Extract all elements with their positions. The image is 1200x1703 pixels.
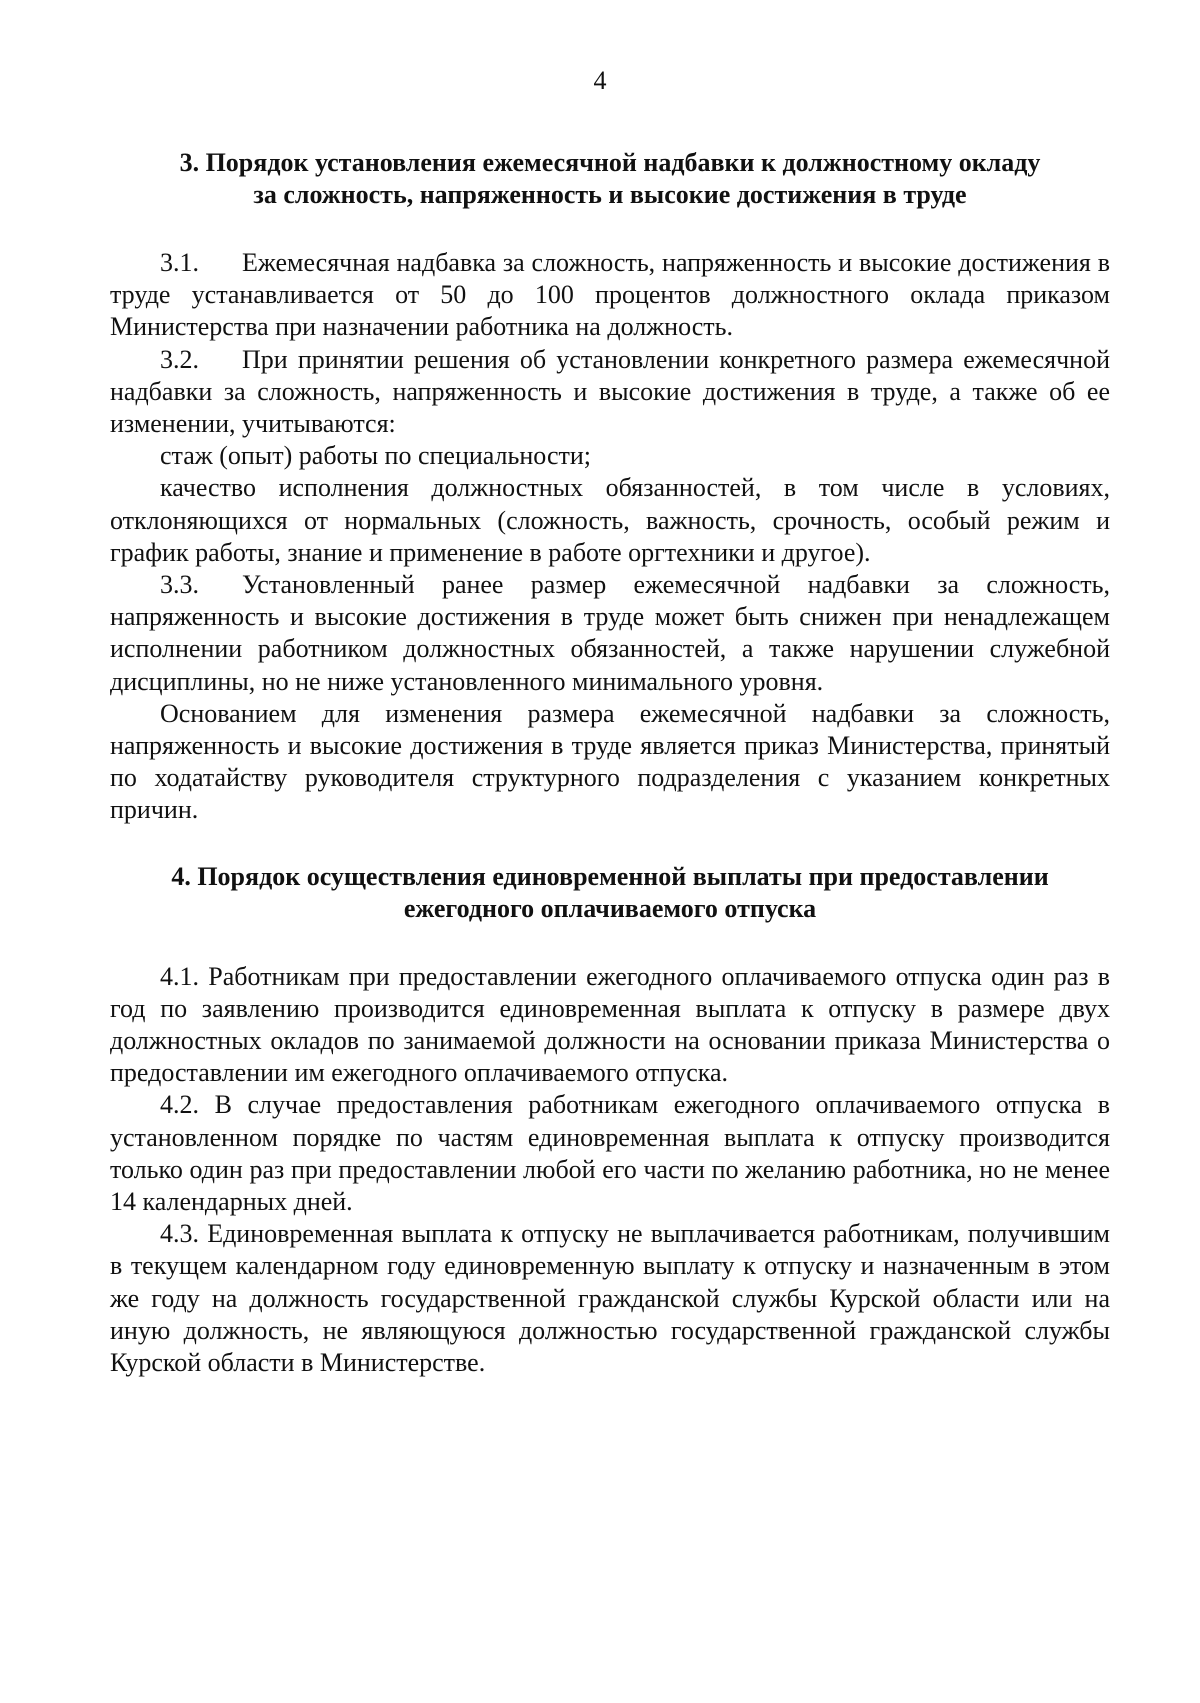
paragraph-3-3 [110,569,1110,698]
paragraph-3-1-text: Ежемесячная надбавка за сложность, напряженность и высокие достижения в труде устанавливается от 50 до 100 процентов должностного оклада приказом Министерства при назначении работника на должность. [110,248,1110,342]
paragraph-4-3: 4.3. Единовременная выплата к отпуску не выплачивается работникам, получившим в текущем календарном году единовременную выплату к отпуску и назначенным в этом же году на должность государственной гражданской службы Курской области или на иную должность, не являющуюся должностью государственной гражданской службы Курской области в Министерстве. [110,1219,1110,1378]
page-number: 4 [593,66,607,95]
paragraph-3-2 [110,344,1110,441]
section-3-heading-line-2: за сложность, напряженность и высокие достижения в труде [253,180,967,209]
paragraph-3-3-text: Установленный ранее размер ежемесячной надбавки за сложность, напряженность и высокие достижения в труде может быть снижен при ненадлежащем исполнении работником должностных обязанностей, а также нарушении служебной дисциплины, но не ниже установленного минимального уровня. [110,570,1110,696]
section-4-heading-line-2: ежегодного оплачиваемого отпуска [403,893,817,923]
paragraph-3-2-number: 3.2. [160,344,199,374]
section-3-heading [110,147,1110,211]
paragraph-3-2-item-2: качество исполнения должностных обязанностей, в том числе в условиях, отклоняющихся от нормальных (сложность, важность, срочность, особый режим и график работы, знание и применение в работе оргтехники и другое). [110,473,1110,567]
paragraph-3-3-basis: Основанием для изменения размера ежемесячной надбавки за сложность, напряженность и высокие достижения в труде является приказ Министерства, принятый по ходатайству руководителя структурного подразделения с указанием конкретных причин. [110,698,1110,825]
paragraph-3-2-item-1: стаж (опыт) работы по специальности; [160,441,591,471]
paragraph-3-1-number: 3.1. [160,248,199,277]
section-4-heading-line-1: 4. Порядок осуществления единовременной выплаты при предоставлении [171,861,1049,891]
paragraph-4-2: 4.2. В случае предоставления работникам ежегодного оплачиваемого отпуска в установленном порядке по частям единовременная выплата к отпуску производится только один раз при предоставлении любой его части по желанию работника, но не менее 14 календарных дней. [110,1090,1110,1217]
paragraph-3-1 [110,247,1110,344]
paragraph-3-3-number: 3.3. [160,570,199,600]
section-4-heading [110,861,1110,925]
section-3-heading-line-1: 3. Порядок установления ежемесячной надбавки к должностному окладу [179,148,1041,177]
paragraph-3-2-text: При принятии решения об установлении конкретного размера ежемесячной надбавки за сложность, напряженность и высокие достижения в труде, а также об ее изменении, учитываются: [110,344,1110,439]
paragraph-4-1: 4.1. Работникам при предоставлении ежегодного оплачиваемого отпуска один раз в год по заявлению производится единовременная выплата к отпуску в размере двух должностных окладов по занимаемой должности на основании приказа Министерства о предоставлении им ежегодного оплачиваемого отпуска. [110,961,1110,1088]
document-body [110,147,1110,1379]
